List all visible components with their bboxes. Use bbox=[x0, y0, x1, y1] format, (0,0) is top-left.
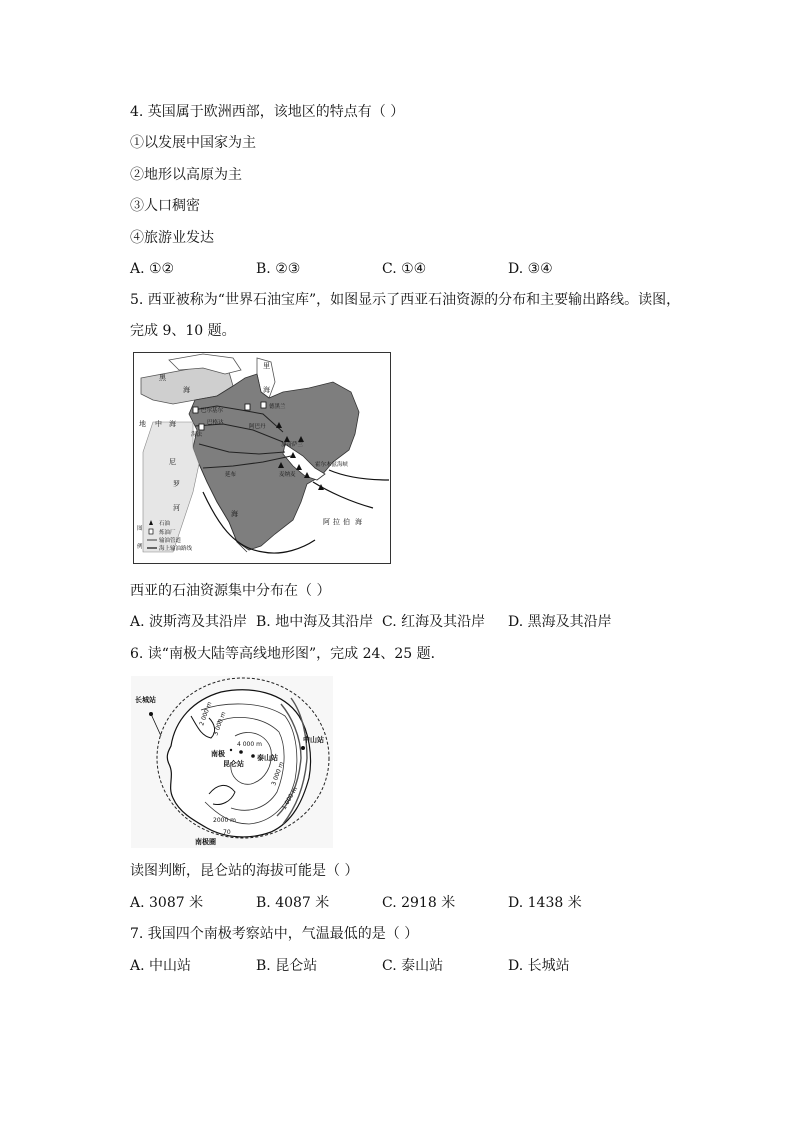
label-arabian-1: 阿 bbox=[323, 518, 330, 526]
label-bahrain: 麦纳麦 bbox=[279, 472, 296, 478]
label-arabian-4: 海 bbox=[355, 518, 362, 526]
label-arabian-2: 拉 bbox=[333, 518, 340, 526]
legend-oil: 石油 bbox=[159, 521, 171, 527]
label-red-sea: 海 bbox=[231, 510, 238, 518]
label-changcheng: 长城站 bbox=[135, 696, 156, 704]
label-black-sea-1: 黑 bbox=[159, 374, 166, 382]
label-antarctic-circle: 南极圈 bbox=[195, 838, 216, 846]
q4-item-1: ①以发展中国家为主 bbox=[130, 135, 256, 151]
label-nile-1: 尼 bbox=[169, 458, 176, 466]
q6-question: 读图判断，昆仑站的海拔可能是（ ） bbox=[130, 863, 359, 879]
legend-title-1: 图 bbox=[137, 526, 143, 532]
label-caspian-1: 里 bbox=[263, 362, 270, 370]
q4-option-d: D. ③④ bbox=[508, 261, 553, 277]
q7-stem: 7. 我国四个南极考察站中，气温最低的是（ ） bbox=[130, 926, 419, 942]
q4-option-b: B. ②③ bbox=[256, 261, 301, 277]
label-nile-2: 罗 bbox=[173, 480, 180, 488]
q6-option-c: C. 2918 米 bbox=[382, 895, 456, 911]
q4-item-2: ②地形以高原为主 bbox=[130, 167, 242, 183]
label-arabian-3: 伯 bbox=[343, 518, 350, 526]
label-riyadh: 延布 bbox=[225, 472, 237, 478]
q4-item-3: ③人口稠密 bbox=[130, 198, 200, 214]
label-kirkuk: 巴尔基尔 bbox=[201, 408, 224, 414]
label-c2000a: 2 000 m bbox=[198, 700, 214, 727]
west-asia-oil-map bbox=[133, 352, 391, 564]
q4-option-a: A. ①② bbox=[130, 261, 175, 277]
label-c2000b: 2000 m bbox=[213, 817, 237, 824]
label-zhongshan: 中山站 bbox=[303, 736, 324, 744]
label-nile-3: 河 bbox=[173, 504, 180, 512]
label-caspian-2: 海 bbox=[263, 386, 270, 394]
q5-option-d: D. 黑海及其沿岸 bbox=[508, 614, 612, 630]
q5-option-a: A. 波斯湾及其沿岸 bbox=[130, 614, 248, 630]
q5-stem-line2: 完成 9、10 题。 bbox=[130, 323, 236, 339]
q4-stem: 4. 英国属于欧洲西部，该地区的特点有（ ） bbox=[130, 104, 405, 120]
label-c3000b: 3 000 m bbox=[270, 760, 286, 787]
label-c3000a: 3 000 m bbox=[212, 710, 228, 737]
antarctica-contour-map bbox=[131, 676, 333, 848]
q6-option-a: A. 3087 米 bbox=[130, 895, 204, 911]
q7-option-a: A. 中山站 bbox=[130, 958, 192, 974]
legend-title-2: 例 bbox=[137, 544, 143, 550]
q7-option-c: C. 泰山站 bbox=[382, 958, 444, 974]
label-abqaiq: 加奇萨兰 bbox=[281, 442, 304, 448]
label-strait: 霍尔木兹海峡 bbox=[315, 462, 349, 468]
label-baghdad: 巴格达 bbox=[207, 420, 224, 426]
q5-question: 西亚的石油资源集中分布在（ ） bbox=[130, 583, 331, 599]
q4-option-c: C. ①④ bbox=[382, 261, 427, 277]
label-south-pole: 南极 bbox=[211, 750, 225, 758]
label-kunlun: 昆仑站 bbox=[223, 760, 244, 768]
label-med-3: 海 bbox=[169, 420, 176, 428]
label-haifa: 海法 bbox=[191, 432, 203, 438]
q7-option-b: B. 昆仑站 bbox=[256, 958, 318, 974]
label-c1000: 1 000 m bbox=[280, 785, 300, 811]
label-taishan: 泰山站 bbox=[257, 754, 278, 762]
label-black-sea-2: 海 bbox=[183, 386, 190, 394]
label-med-2: 中 bbox=[155, 420, 162, 428]
legend-pipeline: 输油管道 bbox=[159, 538, 182, 544]
legend-refinery: 炼油厂 bbox=[159, 530, 176, 536]
q5-option-b: B. 地中海及其沿岸 bbox=[256, 614, 374, 630]
q6-option-b: B. 4087 米 bbox=[256, 895, 330, 911]
label-abadan: 阿巴丹 bbox=[249, 424, 266, 430]
q5-stem-line1: 5. 西亚被称为“世界石油宝库”，如图显示了西亚石油资源的分布和主要输出路线。读图， bbox=[130, 292, 681, 308]
q6-stem: 6. 读“南极大陆等高线地形图”，完成 24、25 题． bbox=[130, 646, 445, 662]
legend-sea-route: 海上输油路线 bbox=[159, 546, 193, 552]
label-lat70: 70 bbox=[223, 829, 231, 836]
q7-option-d: D. 长城站 bbox=[508, 958, 570, 974]
q5-option-c: C. 红海及其沿岸 bbox=[382, 614, 486, 630]
q6-option-d: D. 1438 米 bbox=[508, 895, 582, 911]
label-c4000: 4 000 m bbox=[237, 741, 262, 748]
label-med-1: 地 bbox=[139, 420, 146, 428]
label-tehran: 德黑兰 bbox=[269, 404, 286, 410]
q4-item-4: ④旅游业发达 bbox=[130, 230, 214, 246]
